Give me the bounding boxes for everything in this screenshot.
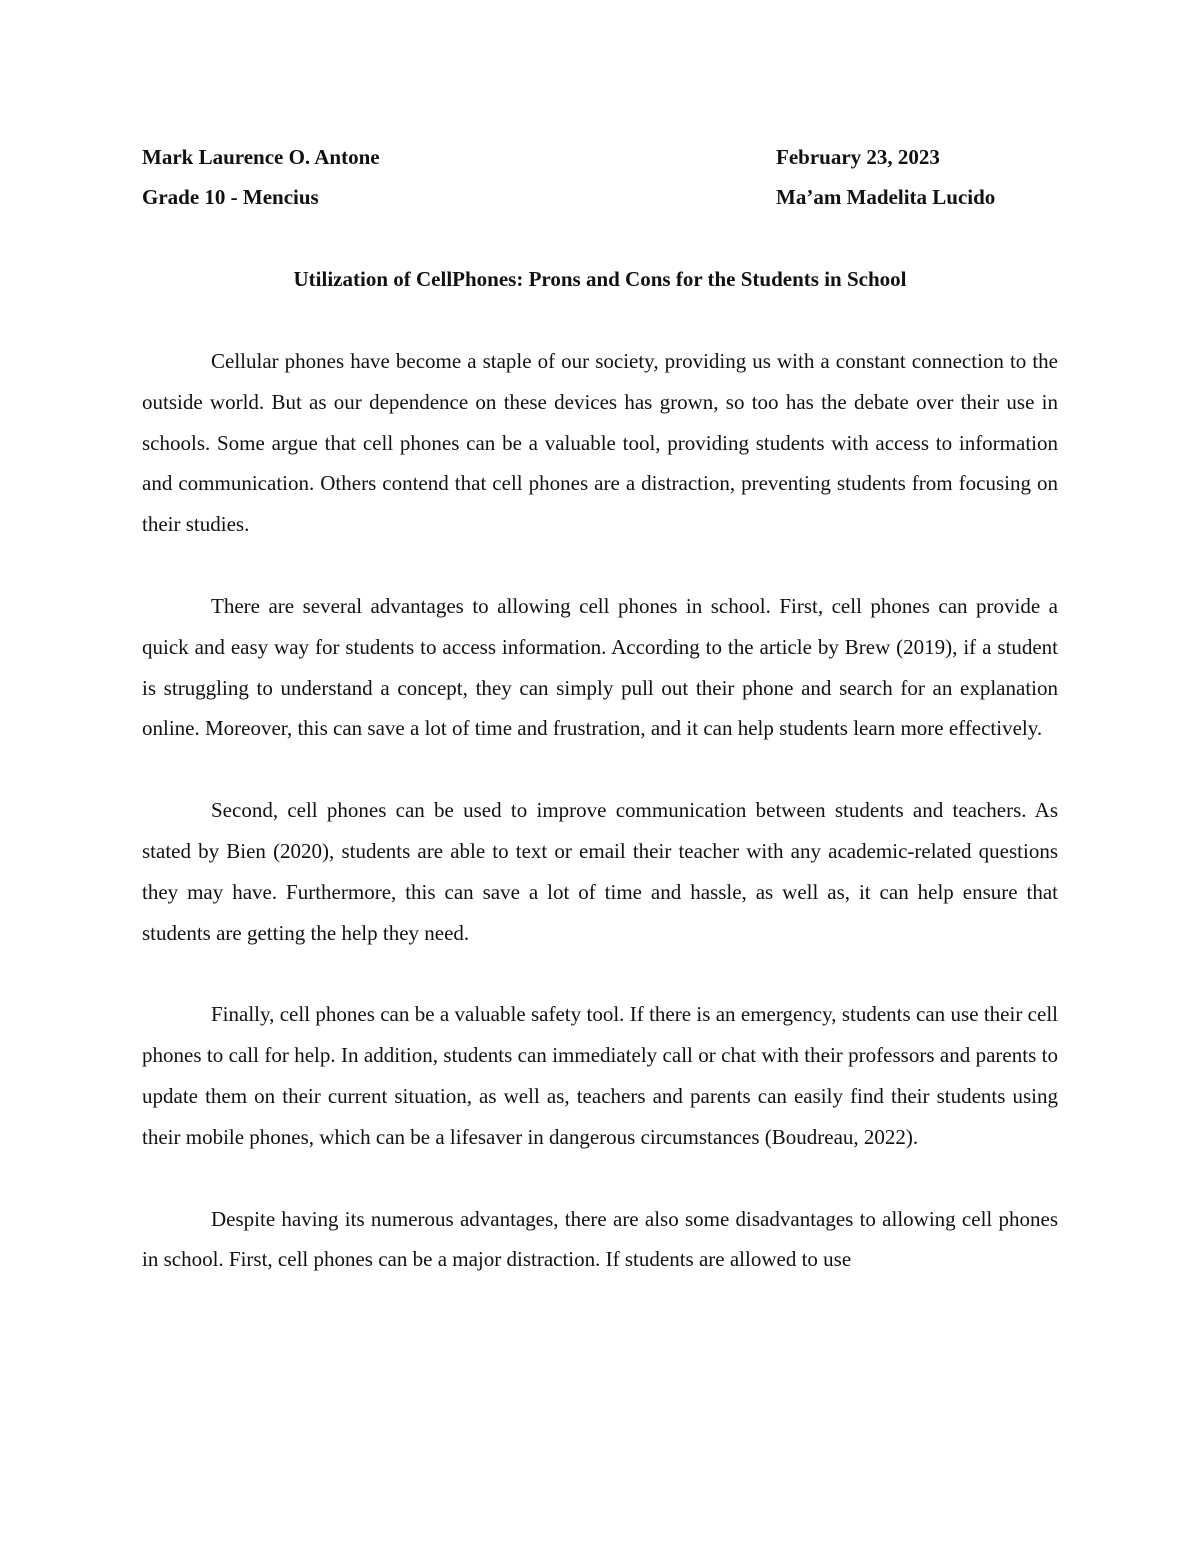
document-header — [142, 143, 1062, 223]
paragraph: Despite having its numerous advantages, there are also some disadvantages to allowing cell phones in school. First, cell phones can be a major distraction. If students are allowed to use — [142, 1206, 1058, 1272]
essay-body — [142, 341, 1058, 1321]
document-date: February 23, 2023 — [776, 145, 940, 169]
paragraph: Cellular phones have become a staple of our society, providing us with a constant connection to the outside world. But as our dependence on these devices has grown, so too has the debate over their use in schools. Some argue that cell phones can be a valuable tool, providing students with access to information and communication. Others contend that cell phones are a distraction, preventing students from focusing on their studies. — [142, 349, 1058, 537]
author-name: Mark Laurence O. Antone — [142, 145, 380, 169]
header-row-2 — [142, 183, 1062, 223]
teacher-name: Ma’am Madelita Lucido — [776, 185, 996, 209]
paragraph: Second, cell phones can be used to improve communication between students and teachers. As stated by Bien (2020), students are able to text or email their teacher with any academic-related questions they may have. Furthermore, this can save a lot of time and hassle, as well as, it can help ensure that students are getting the help they need. — [142, 798, 1058, 945]
grade-section: Grade 10 - Mencius — [142, 185, 319, 209]
paragraph: Finally, cell phones can be a valuable safety tool. If there is an emergency, students can use their cell phones to call for help. In addition, students can immediately call or chat with their professors and parents to update them on their current situation, as well as, teachers and parents can easily find their students using their mobile phones, which can be a lifesaver in dangerous circumstances (Boudreau, 2022). — [142, 1002, 1058, 1149]
essay-title: Utilization of CellPhones: Prons and Cons for the Students in School — [293, 267, 907, 291]
paragraph: There are several advantages to allowing cell phones in school. First, cell phones can provide a quick and easy way for students to access information. According to the article by Brew (2019), if a student is struggling to understand a concept, they can simply pull out their phone and search for an explanation online. Moreover, this can save a lot of time and frustration, and it can help students learn more effectively. — [142, 593, 1058, 741]
header-row-1 — [142, 143, 1062, 183]
